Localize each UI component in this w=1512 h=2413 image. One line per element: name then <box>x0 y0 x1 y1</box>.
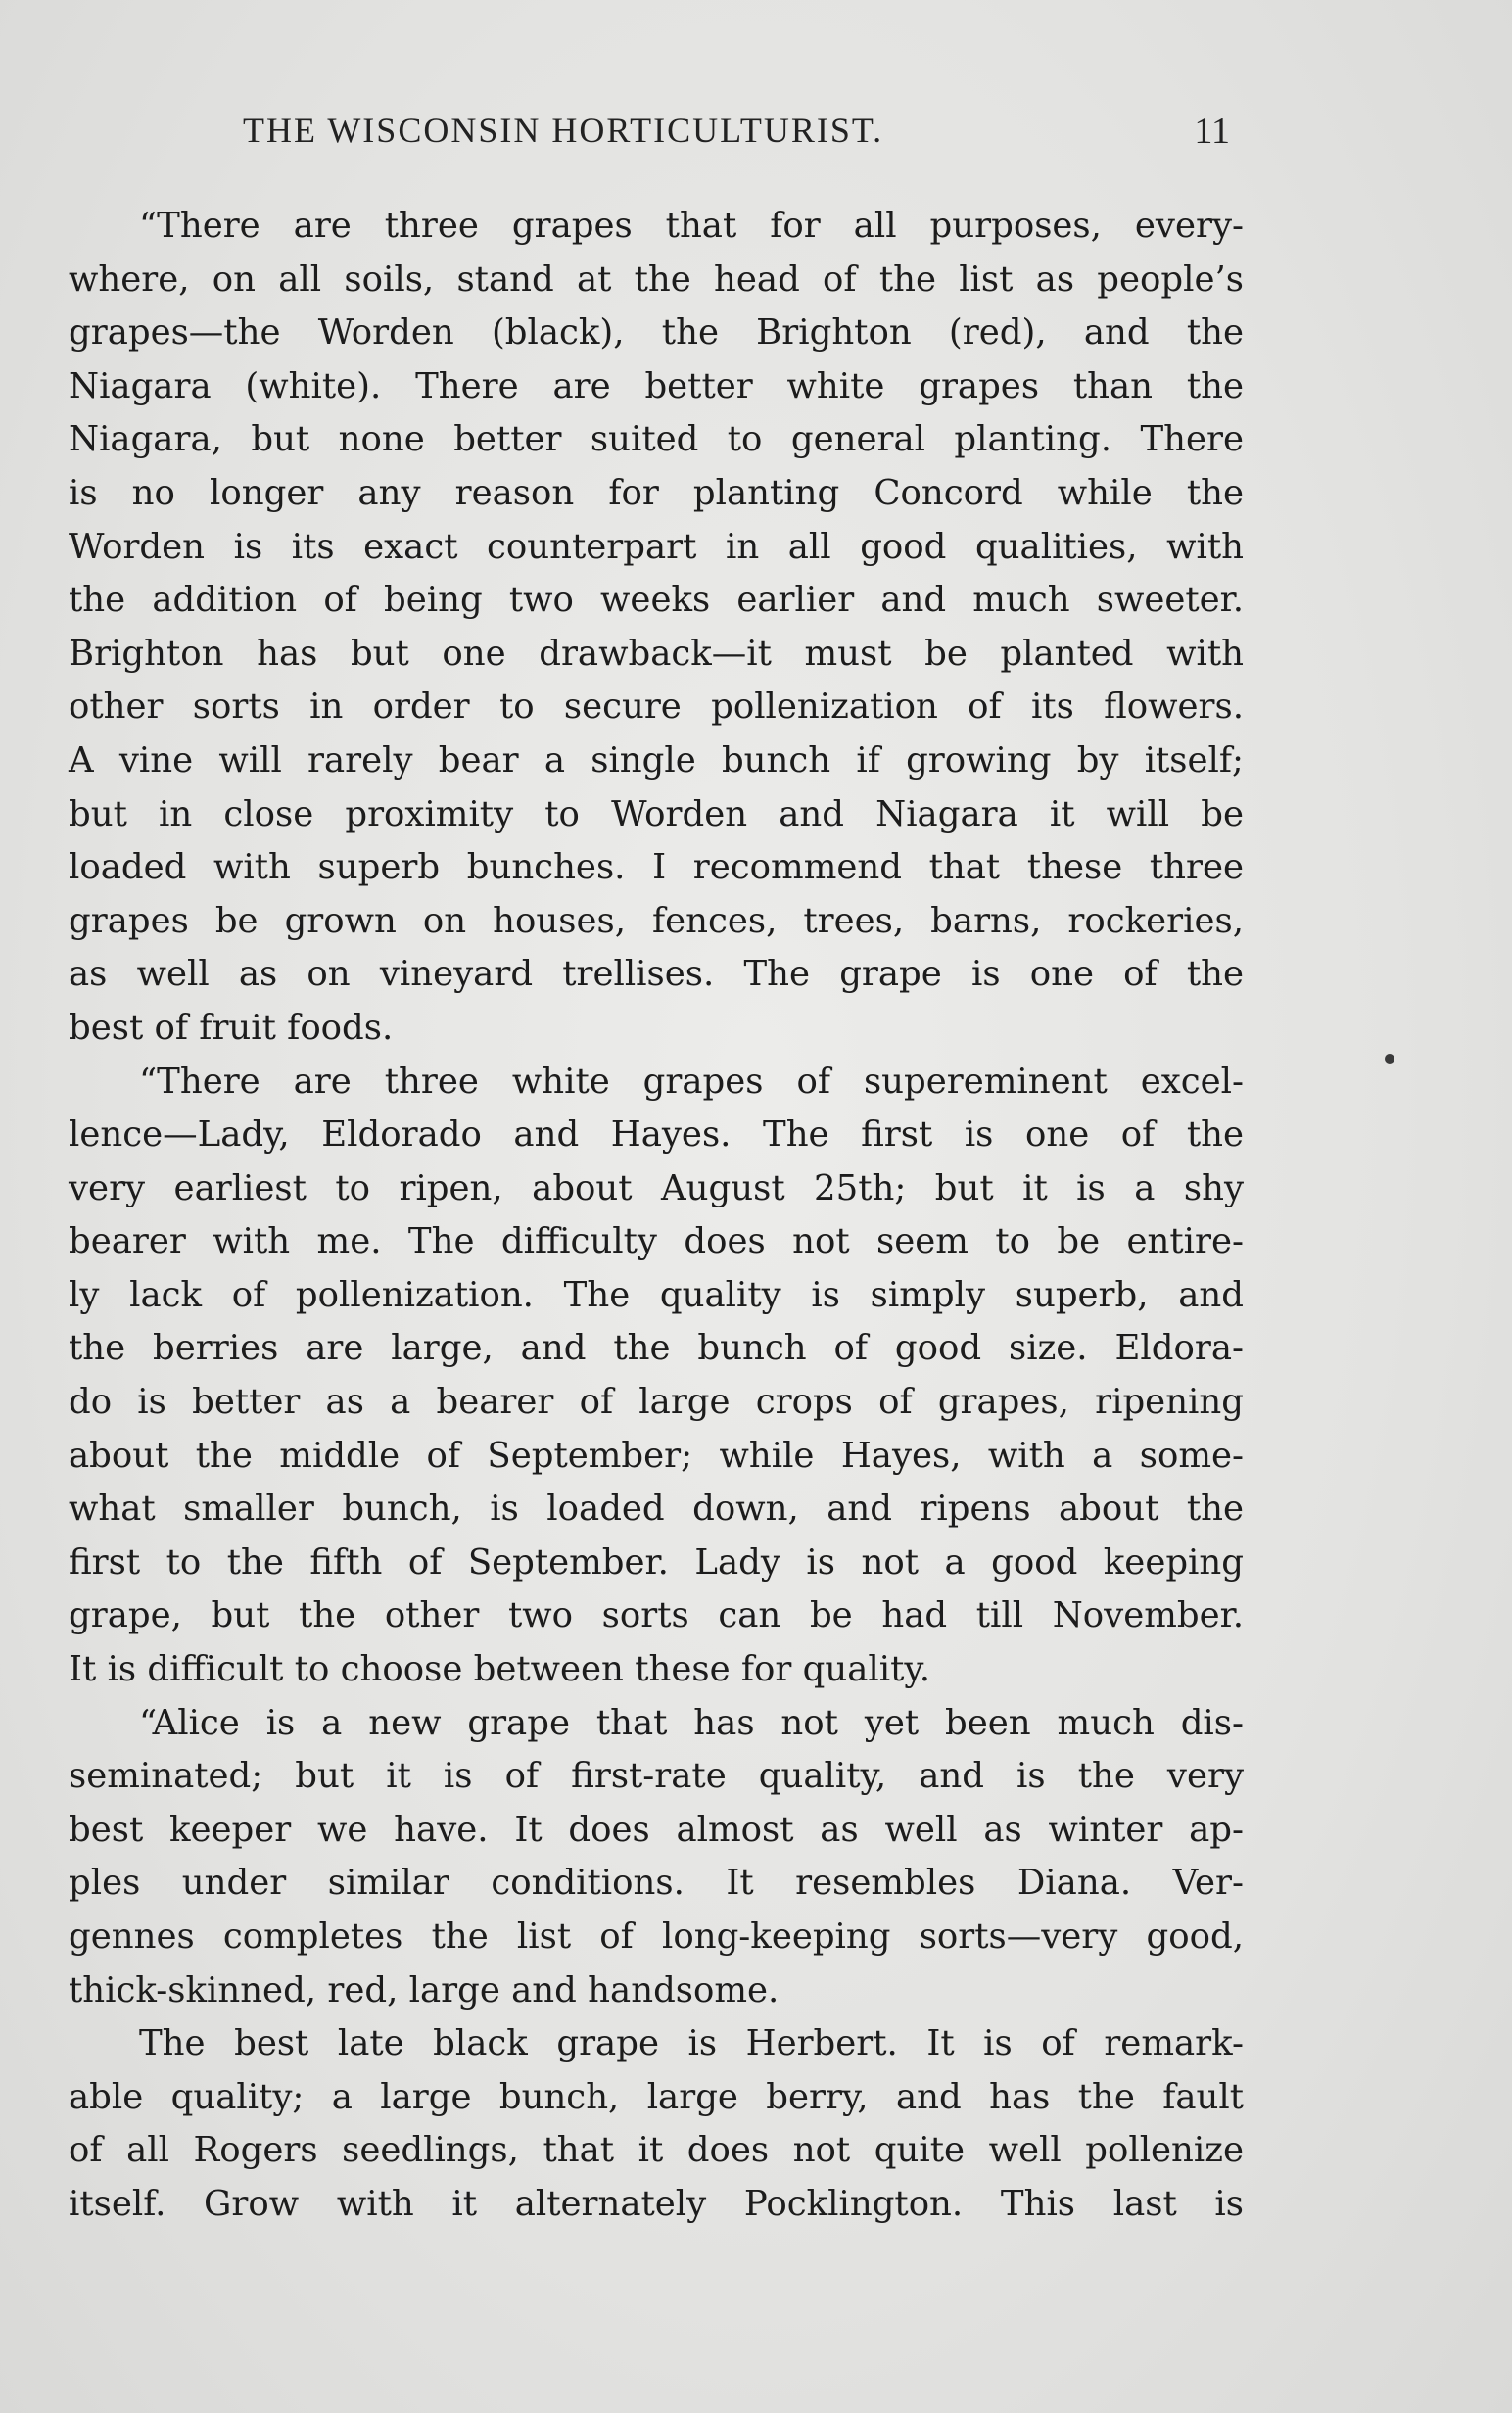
paragraph <box>69 200 1244 1056</box>
text-line: Brighton has but one drawback—it must be planted with <box>69 633 1244 674</box>
text-line: itself. Grow with it alternately Pocklington. This last is <box>69 2183 1244 2224</box>
text-line: but in close proximity to Worden and Niagara it will be <box>69 793 1244 834</box>
text-line: as well as on vineyard trellises. The grape is one of the <box>69 954 1244 995</box>
text-line: bearer with me. The difficulty does not seem to be entire- <box>69 1221 1244 1262</box>
text-line: first to the fifth of September. Lady is not a good keeping <box>69 1541 1244 1583</box>
text-line: able quality; a large bunch, large berry, and has the fault <box>69 2076 1244 2117</box>
text-line: very earliest to ripen, about August 25th; but it is a shy <box>69 1167 1244 1208</box>
running-head <box>243 110 1230 159</box>
text-line: grapes—the Worden (black), the Brighton (red), and the <box>69 312 1244 354</box>
text-line: about the middle of September; while Hayes, with a some- <box>69 1435 1244 1476</box>
text-line: where, on all soils, stand at the head of the list as people’s <box>69 259 1244 300</box>
text-line: The best late black grape is Herbert. It is of remark- <box>139 2023 1244 2064</box>
paragraph <box>69 2017 1244 2231</box>
page-number: 11 <box>1194 111 1230 152</box>
text-line: do is better as a bearer of large crops of grapes, ripening <box>69 1382 1244 1423</box>
text-line: “There are three grapes that for all purposes, every- <box>139 206 1244 246</box>
text-line: of all Rogers seedlings, that it does not quite well pollenize <box>69 2130 1244 2171</box>
paragraph <box>69 1056 1244 1697</box>
text-line: lence—Lady, Eldorado and Hayes. The first is one of the <box>69 1114 1244 1156</box>
ink-speck <box>1385 1054 1394 1064</box>
text-line: what smaller bunch, is loaded down, and ripens about the <box>69 1489 1244 1530</box>
text-line: ples under similar conditions. It resembles Diana. Ver- <box>69 1863 1244 1904</box>
text-line: loaded with superb bunches. I recommend that these three <box>69 847 1244 888</box>
text-line: best of fruit foods. <box>69 1007 394 1048</box>
text-line: best keeper we have. It does almost as well as winter ap- <box>69 1809 1244 1850</box>
text-line: Niagara (white). There are better white grapes than the <box>69 365 1244 406</box>
text-line: “There are three white grapes of supereminent excel- <box>139 1061 1244 1102</box>
text-line: grapes be grown on houses, fences, trees, barns, rockeries, <box>69 900 1244 941</box>
text-line: It is difficult to choose between these for quality. <box>69 1649 930 1690</box>
running-title: THE WISCONSIN HORTICULTURIST. <box>243 111 884 150</box>
text-line: other sorts in order to secure pollenization of its flowers. <box>69 686 1244 728</box>
text-line: the addition of being two weeks earlier and much sweeter. <box>69 580 1244 621</box>
text-line: thick-skinned, red, large and handsome. <box>69 1969 780 2011</box>
text-line: Worden is its exact counterpart in all good qualities, with <box>69 526 1244 567</box>
text-line: is no longer any reason for planting Concord while the <box>69 472 1244 513</box>
paragraph <box>69 1697 1244 2018</box>
text-line: seminated; but it is of first-rate quality, and is the very <box>69 1756 1244 1797</box>
text-line: the berries are large, and the bunch of good size. Eldora- <box>69 1328 1244 1369</box>
text-line: A vine will rarely bear a single bunch if growing by itself; <box>69 739 1244 781</box>
body-text <box>69 200 1244 2232</box>
text-line: grape, but the other two sorts can be had till November. <box>69 1595 1244 1636</box>
text-line: “Alice is a new grape that has not yet been much dis- <box>139 1702 1244 1743</box>
text-line: gennes completes the list of long-keeping sorts—very good, <box>69 1916 1244 1957</box>
text-line: ly lack of pollenization. The quality is simply superb, and <box>69 1274 1244 1315</box>
text-line: Niagara, but none better suited to general planting. There <box>69 419 1244 460</box>
